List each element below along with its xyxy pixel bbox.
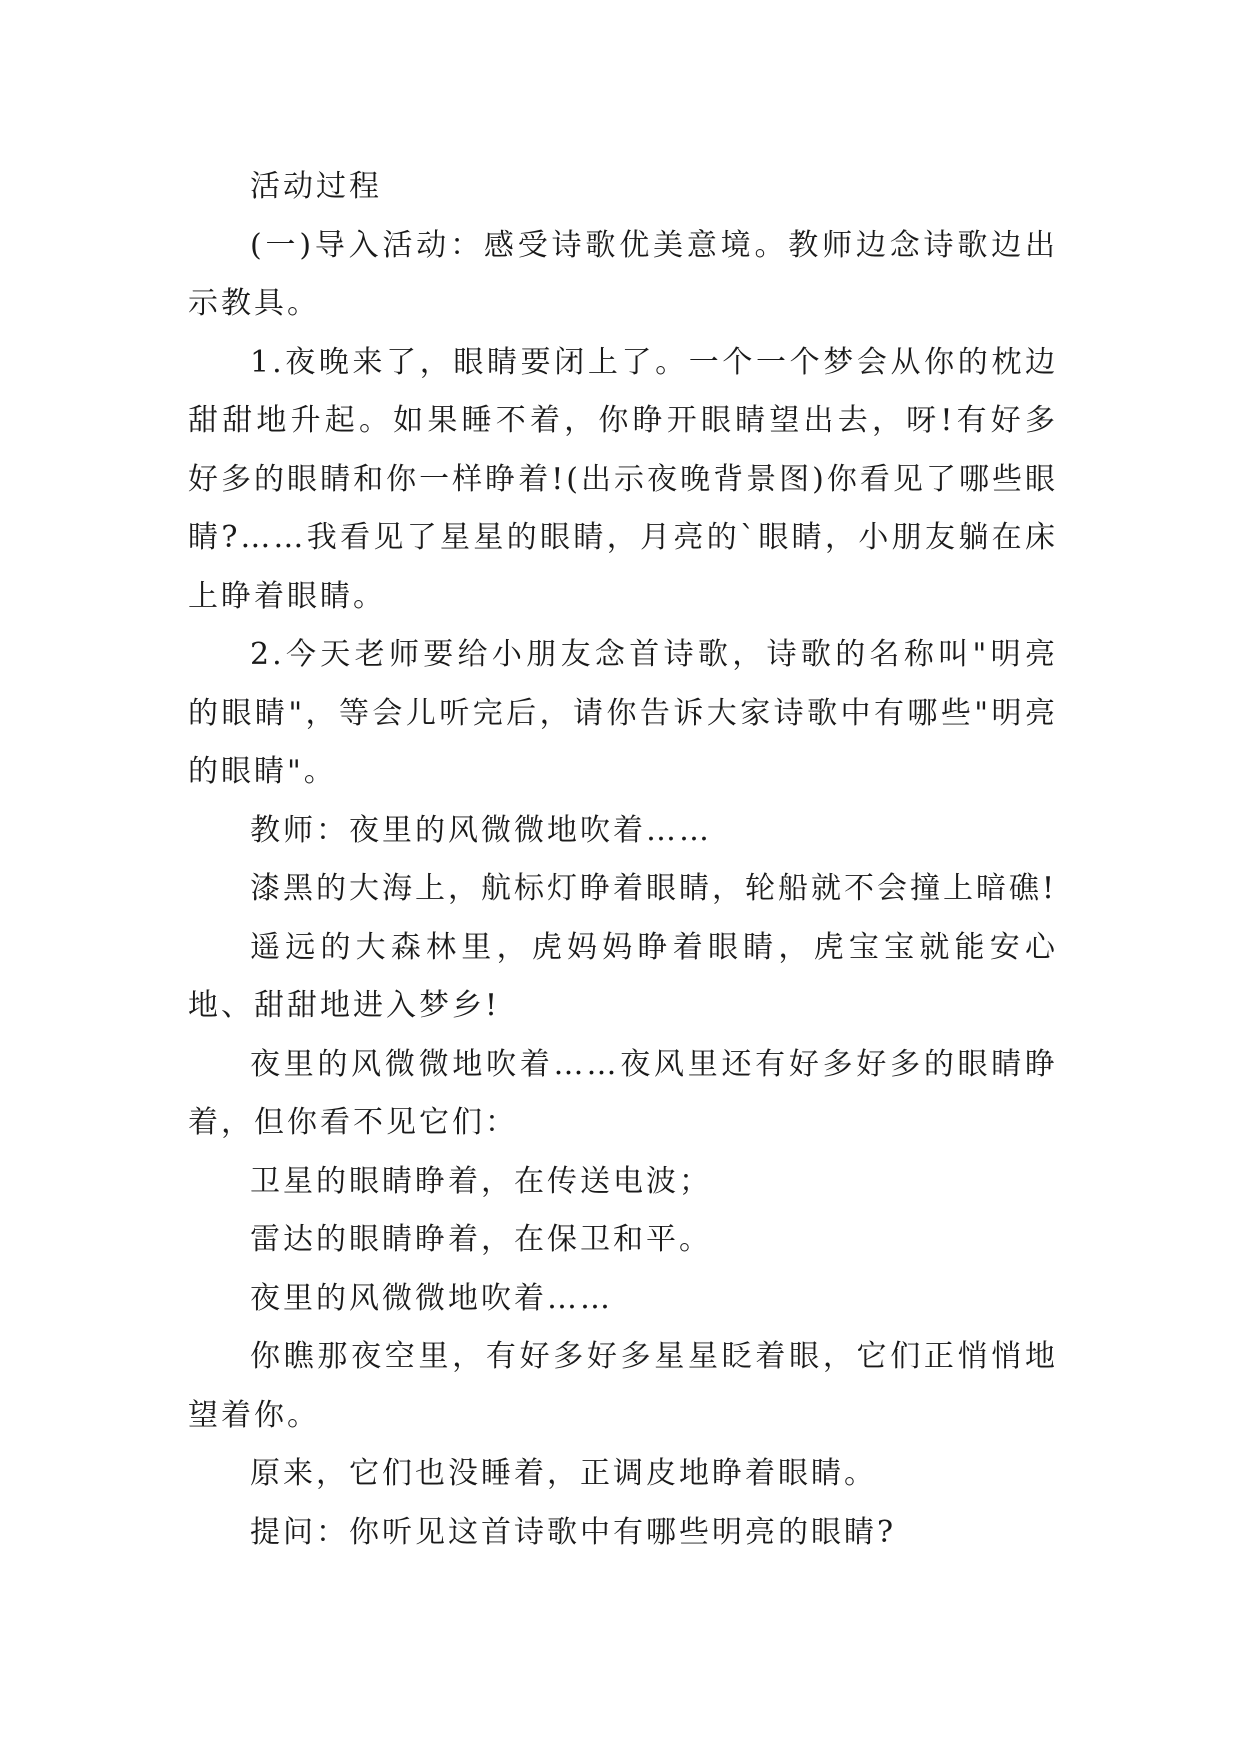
paragraph-intro-activity: (一)导入活动：感受诗歌优美意境。教师边念诗歌边出示教具。 <box>188 227 1058 321</box>
poem-line: 教师：夜里的风微微地吹着…… <box>250 812 712 848</box>
section-heading: 活动过程 <box>250 169 382 204</box>
question-line: 提问：你听见这首诗歌中有哪些明亮的眼睛? <box>250 1514 897 1550</box>
poem-line: 遥远的大森林里，虎妈妈睁着眼睛，虎宝宝就能安心地、甜甜地进入梦乡! <box>188 929 1058 1023</box>
document-body <box>188 158 1058 1562</box>
paragraph-step-2: 2.今天老师要给小朋友念首诗歌，诗歌的名称叫"明亮的眼睛"，等会儿听完后，请你告诉大家诗歌中有哪些"明亮的眼睛"。 <box>188 637 1058 789</box>
poem-line: 卫星的眼睛睁着，在传送电波； <box>250 1163 712 1199</box>
poem-line: 原来，它们也没睡着，正调皮地睁着眼睛。 <box>250 1456 877 1491</box>
paragraph-step-1: 1.夜晚来了，眼睛要闭上了。一个一个梦会从你的枕边甜甜地升起。如果睡不着，你睁开眼睛望出去，呀!有好多好多的眼睛和你一样睁着!(出示夜晚背景图)你看见了哪些眼睛?……我看见了星星的眼睛，月亮的`眼睛，小朋友躺在床上睁着眼睛。 <box>188 344 1058 614</box>
poem-line: 你瞧那夜空里，有好多好多星星眨着眼，它们正悄悄地望着你。 <box>188 1339 1058 1433</box>
poem-line: 夜里的风微微地吹着…… <box>250 1280 613 1316</box>
poem-line: 雷达的眼睛睁着，在保卫和平。 <box>250 1222 712 1257</box>
poem-line: 漆黑的大海上，航标灯睁着眼睛，轮船就不会撞上暗礁! <box>250 871 1058 906</box>
poem-line: 夜里的风微微地吹着……夜风里还有好多好多的眼睛睁着，但你看不见它们： <box>188 1046 1058 1140</box>
